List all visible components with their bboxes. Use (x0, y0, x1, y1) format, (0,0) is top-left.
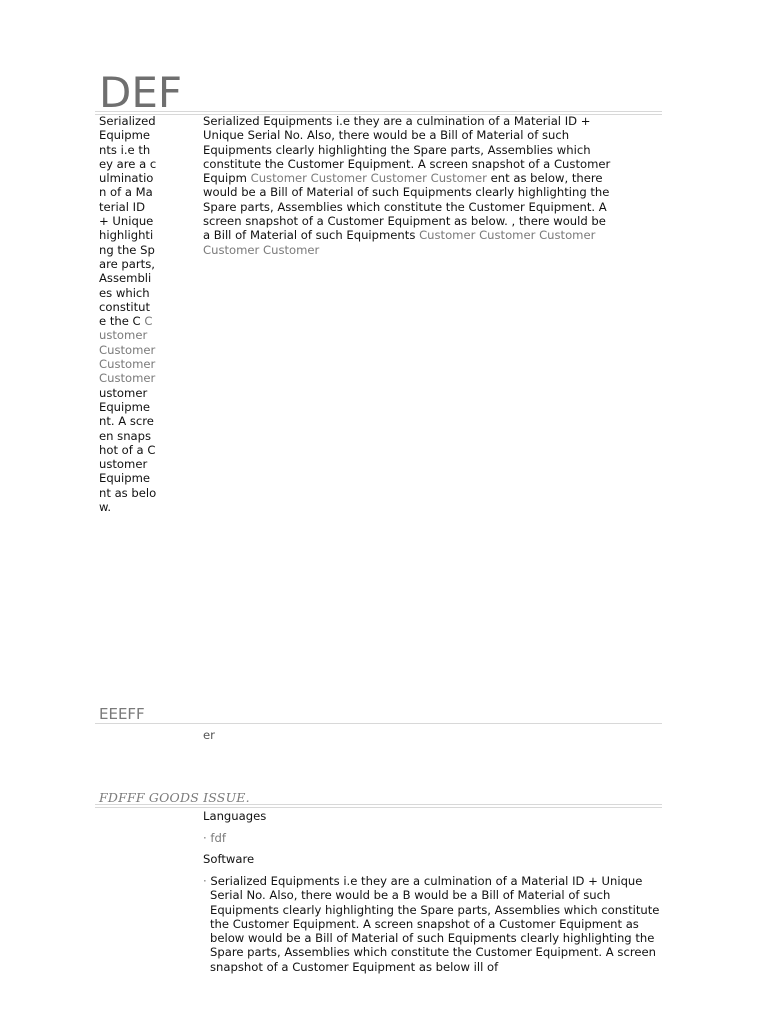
left-text-grey-3: Customer (99, 371, 156, 386)
right-text-1: Serialized Equipments i.e they are a culmination of a Material ID + Unique Serial No. Also, there would be a Bill of Material of such Equipments clearly highlighting the Spare parts, Assemblies which constitute the Customer Equipment. A screen snapshot of a Customer Equipm (203, 114, 611, 186)
left-text-grey-1: Customer (99, 342, 156, 357)
software-label: Software (203, 852, 255, 866)
section-divider (95, 723, 662, 724)
left-text-grey-2: Customer (99, 357, 156, 372)
languages-label: Languages (203, 809, 267, 823)
section2-body: er (203, 728, 215, 742)
section-divider (95, 804, 662, 808)
languages-item-text: fdf (210, 831, 226, 845)
right-column-text (203, 114, 613, 257)
bullet-icon: · (203, 831, 207, 845)
left-text-grey-0: Customer (99, 314, 153, 343)
software-item-text: Serialized Equipments i.e they are a culmination of a Material ID + Unique Serial No. Also, there would be a B would be a Bill of Material of such Equipments clearly highlighting the Spare parts, Assemblies which constitute the Customer Equipment. A screen snapshot of a Customer Equipment as below would be a Bill of Material of such Equipments clearly highlighting the Spare parts, Assemblies which constitute the Customer Equipment. A screen snapshot of a Customer Equipment as below ill of (210, 874, 660, 974)
right-grey-2: Customer Customer Customer Customer Customer (203, 228, 596, 257)
bullet-icon: · (203, 874, 207, 888)
languages-item (203, 831, 663, 845)
left-text-main: Serialized Equipments i.e they are a culmination of a Material ID + Unique highlighting the Spare parts, Assemblies which constitute the C (99, 114, 157, 329)
section-heading-goods-issue: FDFFF GOODS ISSUE. (99, 790, 250, 805)
software-item (203, 874, 665, 974)
section-heading-def: DEF (99, 68, 183, 117)
left-text-tail: ustomer Equipment. A screen snapshot of a Customer Equipment as below. (99, 385, 157, 515)
right-grey-1: Customer Customer Customer Customer (250, 171, 487, 186)
left-column-text (99, 114, 157, 514)
section-heading-eeeff: EEEFF (99, 705, 145, 723)
right-text-2: ent as below, there would be a Bill of Material of such Equipments clearly highlighting the Spare parts, Assemblies which constitute the Customer Equipment. A screen snapshot of a Customer Equipment as below. , there would be a Bill of Material of such Equipments (203, 171, 610, 243)
